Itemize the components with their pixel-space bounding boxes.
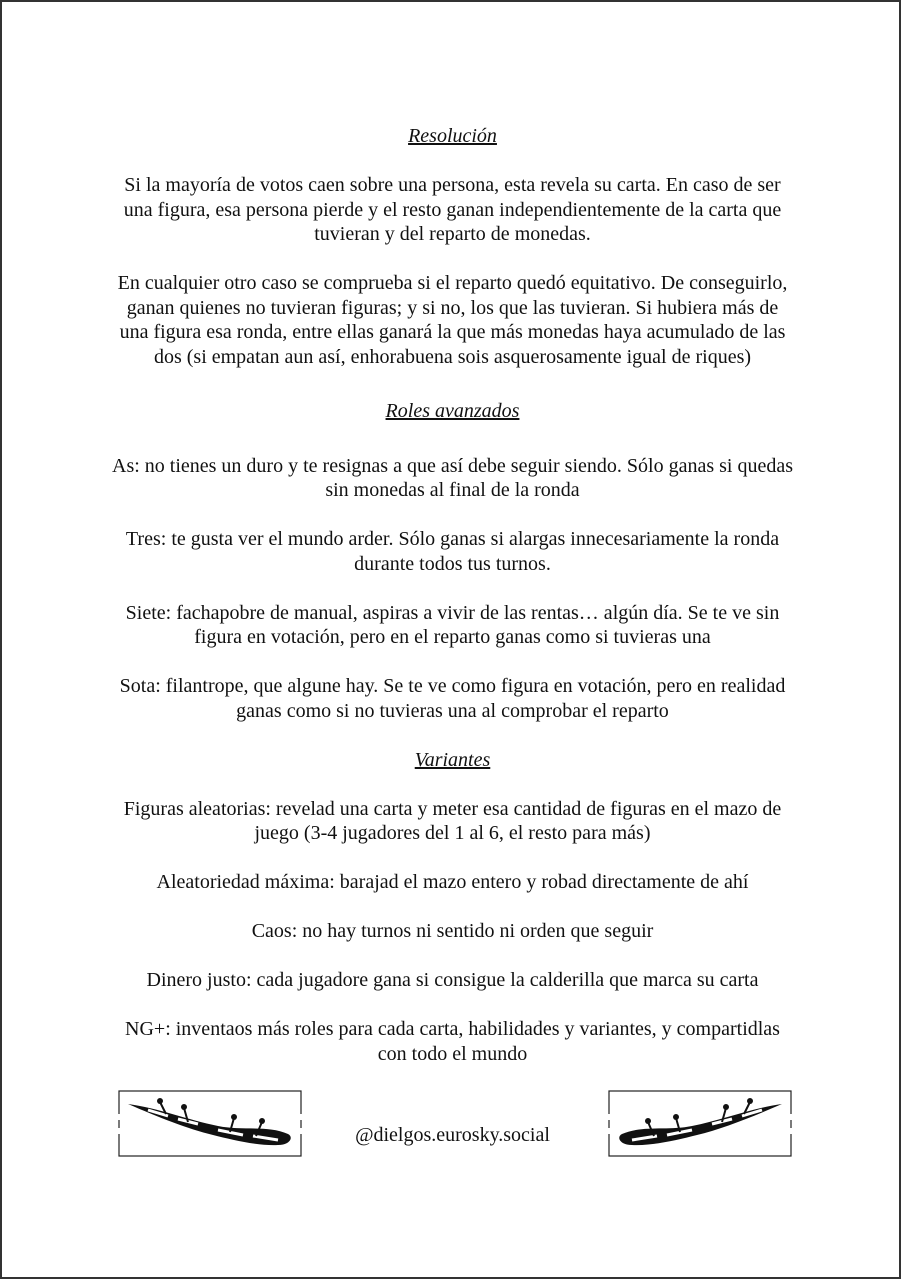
section-heading-roles: Roles avanzados bbox=[385, 400, 520, 422]
paragraph: En cualquier otro caso se comprueba si el reparto quedó equitativo. De conseguirlo, ganan quienes no tuvieran figuras; y si no, los que las tuvieran. Si hubiera más de una figura esa ronda, entre ellas ganará la que más monedas haya acumulado de las dos (si empatan aun así, enhorabuena sois asquerosamente igual de riques) bbox=[117, 272, 788, 368]
document-body bbox=[112, 124, 793, 1066]
paragraph: Sota: filantrope, que algune hay. Se te ve como figura en votación, pero en realidad ganas como si no tuvieras una al comprobar el reparto bbox=[119, 675, 786, 722]
paragraph: Si la mayoría de votos caen sobre una persona, esta revela su carta. En caso de ser una figura, esa persona pierde y el resto ganan independientemente de la carta que tuvieran y del reparto de monedas. bbox=[123, 174, 782, 245]
section-heading-resolucion: Resolución bbox=[408, 125, 497, 147]
paragraph: Aleatoriedad máxima: barajad el mazo entero y robad directamente de ahí bbox=[156, 871, 749, 893]
paragraph: Caos: no hay turnos ni sentido ni orden que seguir bbox=[251, 920, 654, 942]
paragraph: Dinero justo: cada jugadore gana si consigue la calderilla que marca su carta bbox=[146, 969, 759, 991]
paragraph: As: no tienes un duro y te resignas a que así debe seguir siendo. Sólo ganas si quedas sin monedas al final de la ronda bbox=[112, 454, 793, 501]
paragraph: NG+: inventaos más roles para cada carta, habilidades y variantes, y compartidlas con todo el mundo bbox=[125, 1018, 780, 1065]
card-illustration-right bbox=[608, 1090, 792, 1157]
salamander-icon bbox=[118, 1090, 302, 1157]
salamander-icon bbox=[608, 1090, 792, 1157]
section-heading-variantes: Variantes bbox=[414, 748, 491, 771]
social-handle: @dielgos.eurosky.social bbox=[355, 1124, 550, 1146]
paragraph: Figuras aleatorias: revelad una carta y meter esa cantidad de figuras en el mazo de juego (3-4 jugadores del 1 al 6, el resto para más) bbox=[123, 797, 782, 844]
paragraph: Tres: te gusta ver el mundo arder. Sólo ganas si alargas innecesariamente la ronda durante todos tus turnos. bbox=[125, 528, 780, 575]
card-illustration-left bbox=[118, 1090, 302, 1157]
paragraph: Siete: fachapobre de manual, aspiras a vivir de las rentas… algún día. Se te ve sin figura en votación, pero en el reparto ganas como si tuvieras una bbox=[125, 601, 780, 648]
